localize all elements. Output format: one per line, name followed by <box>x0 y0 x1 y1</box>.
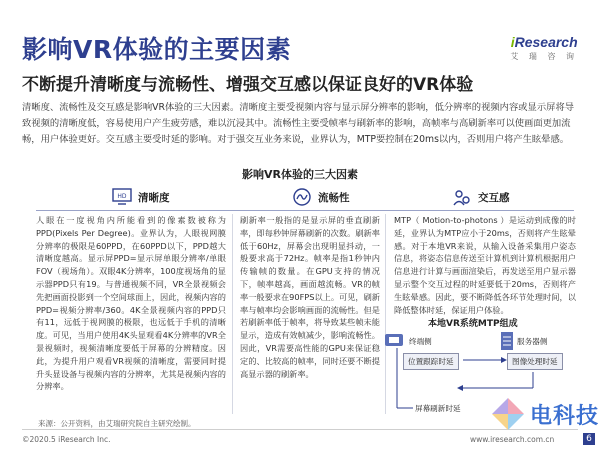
pose-latency-box: 位置跟踪时延 <box>403 353 459 370</box>
svg-text:HD: HD <box>117 193 127 200</box>
card-text-interaction: MTP（ Motion-to-photons ）是运动到成像的时延，业界认为MTP应小于20ms，否则将产生眩晕感。对于本地VR来说，从输入设备采集用户姿态信息，将姿态信息传送至计算机到计算机根据用户信息进行计算与画面渲染后，再发送至用户显示器显示整个交互过程的时延要低于20ms，否则将产生眩晕感。因此，要不断降低各环节处理时间，以降低整体时延，保证用户体验。 <box>394 215 576 315</box>
card-label-clarity: 清晰度 <box>138 191 170 204</box>
iresearch-logo <box>510 34 578 62</box>
image-processing-box: 图像处理时延 <box>507 353 563 370</box>
page-subtitle: 不断提升清晰度与流畅性、增强交互感以保证良好的VR体验 <box>22 75 474 95</box>
terminal-side-label: 终端侧 <box>409 337 432 346</box>
watermark-logo-icon <box>488 394 528 434</box>
hd-screen-icon <box>112 187 132 207</box>
logo-brand: iResearch <box>510 34 578 50</box>
intro-paragraph: 清晰度、流畅性及交互感是影响VR体验的三大因素。清晰度主要受视频内容与显示屏分辨率的影响，低分辨率的视频内容或显示屏将导致视频的清晰度低，容易使用户产生疲劳感，难以沉浸其中。流畅性主要受帧率与刷新率的影响，高帧率与高刷新率可以使画面更加流畅，用户体验更好。交互感主要受时延的影响。对于强交互业务来说，业界认为，MTP要控制在20ms以内，否则用户将产生眩晕感。 <box>22 102 575 145</box>
card-header-clarity <box>112 184 170 210</box>
website: www.iresearch.com.cn <box>470 435 555 444</box>
page-title: 影响VR体验的主要因素 <box>22 35 292 64</box>
page-number: 6 <box>583 433 595 445</box>
card-text-fluency: 刷新率一般指的是显示屏的垂直刷新率，即每秒钟屏幕刷新的次数。刷新率低于60Hz，屏幕会出现明显抖动，一般要求高于72Hz。帧率是指1秒钟内传输帧的数量。在GPU支持的情况下，帧率越高，画面越流畅。VR的帧率一般要求在90FPS以上。可见，刷新率与帧率均会影响画面的流畅性。但是若刷新率低于帧率，将导致某些帧未能显示，造成有效帧减少，影响流畅性。因此，VR需要高性能的GPU来保证稳定的、比较高的帧率，同时还要不断提高显示器的刷新率。 <box>240 215 380 379</box>
fluency-icon <box>292 187 312 207</box>
watermark <box>488 392 600 436</box>
card-header-fluency <box>292 184 350 210</box>
header-rule <box>36 210 574 211</box>
card-label-fluency: 流畅性 <box>318 191 350 204</box>
server-side-label: 服务器侧 <box>517 337 548 346</box>
card-header-interaction <box>452 184 510 210</box>
source-note: 来源：公开资料，由艾瑞研究院自主研究绘制。 <box>38 419 196 428</box>
column-divider <box>232 214 233 414</box>
copyright: ©2020.5 iResearch Inc. <box>22 435 111 444</box>
section-title: 影响VR体验的三大因素 <box>242 168 358 181</box>
mtp-diagram-title: 本地VR系统MTP组成 <box>428 319 518 329</box>
screen-refresh-label: 屏幕刷新时延 <box>415 404 461 413</box>
logo-tagline: 艾 瑞 咨 询 <box>510 52 578 61</box>
card-label-interaction: 交互感 <box>478 191 510 204</box>
watermark-text: 电科技 <box>530 403 600 429</box>
card-text-clarity: 人眼在一度视角内所能看到的像素数被称为PPD(Pixels Per Degree)。业界认为，人眼视网膜分辨率的极限是60PPD，在60PPD以下，PPD越大清晰度越高。显示屏PPD=显示屏单眼分辨率/单眼FOV（视场角）。双眼4K分辨率，100度视场角的显示器PPD只有19。与普通视频不同，VR全景视频会先把画面投影到一个空间球面上，因此，视频内容的PPD=视频分辨率/360。4K全景视频内容的PPD只有11，远低于视网膜的极限，也远低于手机的清晰度。可见，当用户使用4K头显观看4K分辨率的VR全景视频时，视频清晰度要低于屏幕的分辨精度。因此，为提升用户观看VR视频的清晰度，需要同时提升头显设备与视频内容的分辨率，尤其是视频内容的分辨率。 <box>36 215 226 392</box>
interaction-icon <box>452 187 472 207</box>
